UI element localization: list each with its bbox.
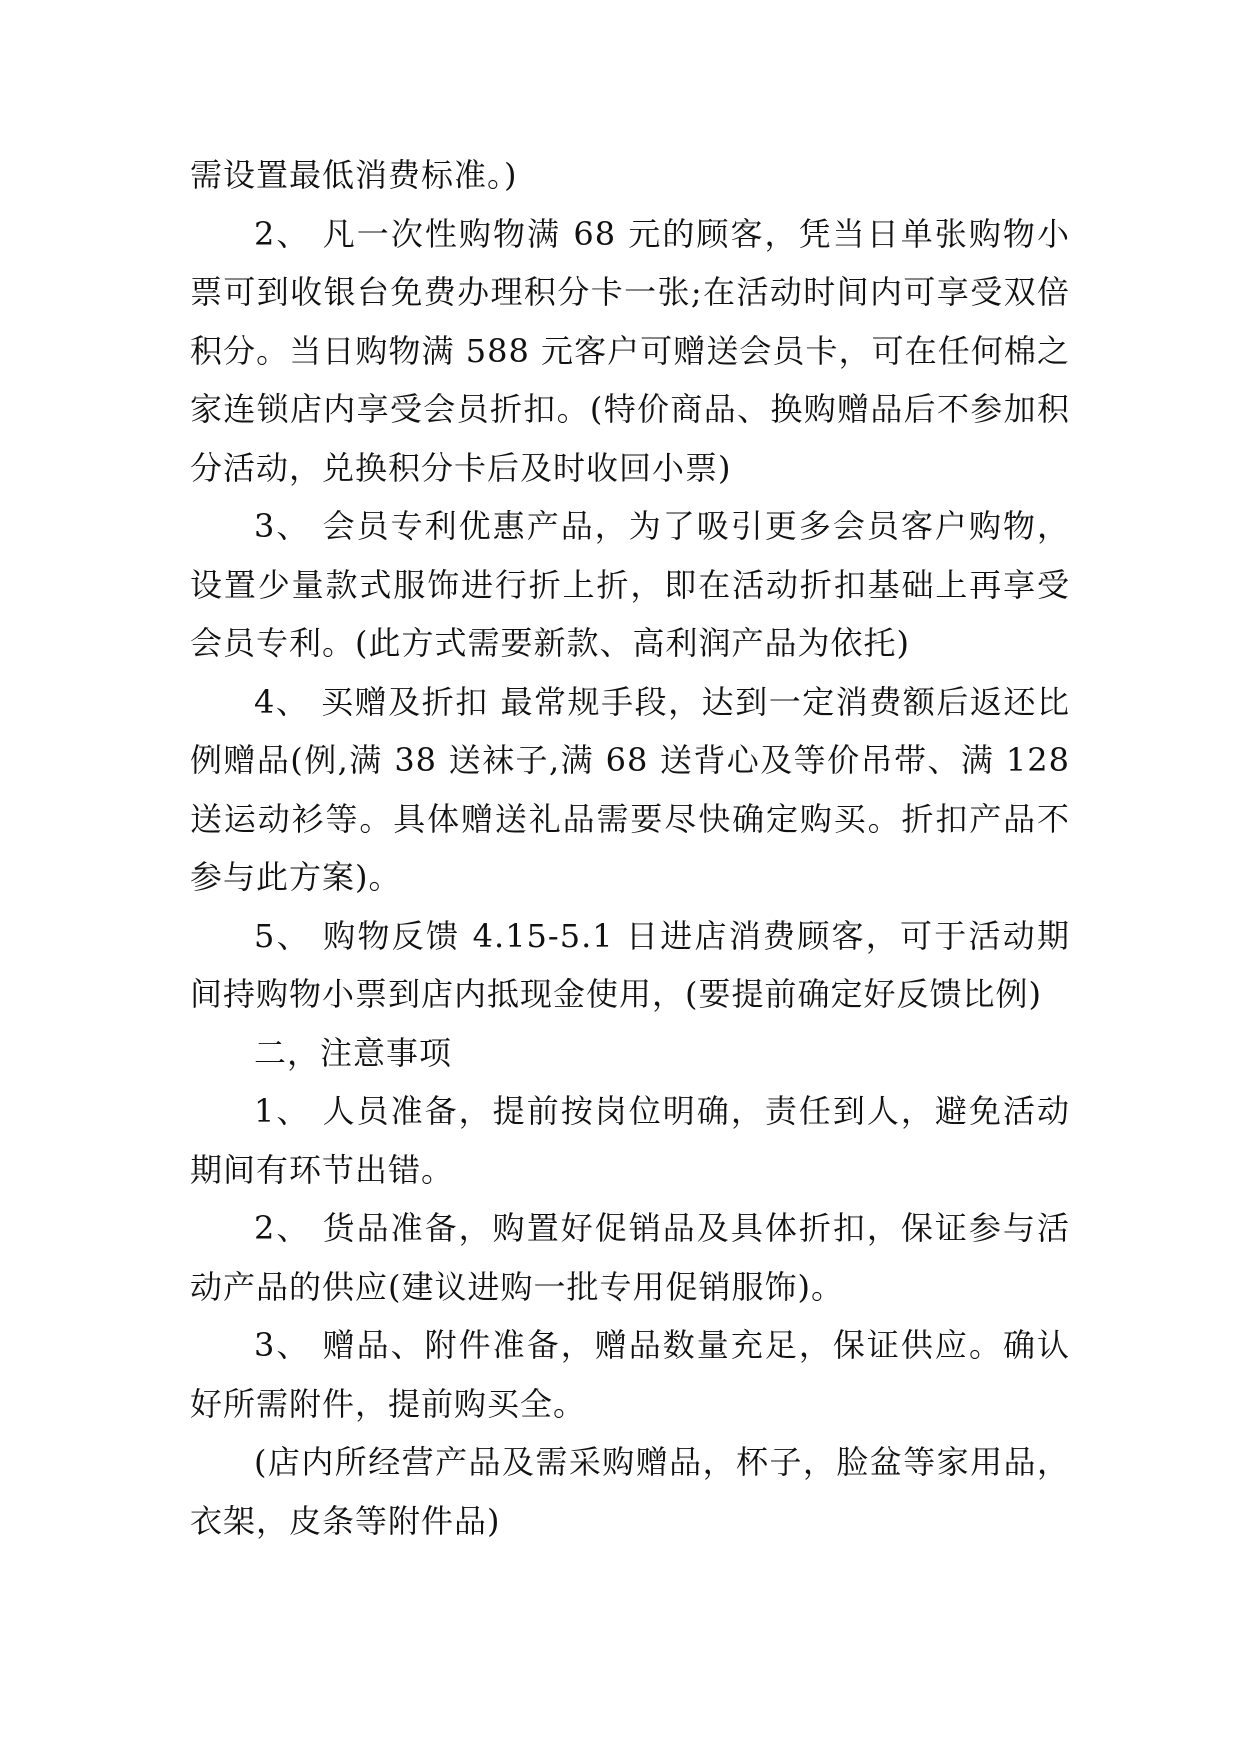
paragraph-note-2-goods: 2、 货品准备，购置好促销品及具体折扣，保证参与活动产品的供应(建议进购一批专用促销服饰)。 [190,1209,1070,1306]
document-body [190,146,1070,1550]
paragraph-item-4-gifts-discount: 4、 买赠及折扣 最常规手段，达到一定消费额后返还比例赠品(例,满 38 送袜子,满 68 送背心及等价吊带、满 128 送运动衫等。具体赠送礼品需要尽快确定购买。折扣产品不参与此方案)。 [190,682,1070,896]
paragraph-item-2-points-card: 2、 凡一次性购物满 68 元的顾客，凭当日单张购物小票可到收银台免费办理积分卡一张;在活动时间内可享受双倍积分。当日购物满 588 元客户可赠送会员卡，可在任何棉之家连锁店内享受会员折扣。(特价商品、换购赠品后不参加积分活动，兑换积分卡后及时收回小票) [190,214,1070,487]
paragraph-item-3-member-discount: 3、 会员专利优惠产品，为了吸引更多会员客户购物，设置少量款式服饰进行折上折，即在活动折扣基础上再享受会员专利。(此方式需要新款、高利润产品为依托) [190,507,1070,662]
paragraph-continuation: 需设置最低消费标准。) [190,156,518,194]
paragraph-note-3-gifts-accessories: 3、 赠品、附件准备，赠品数量充足，保证供应。确认好所需附件，提前购买全。 [190,1326,1070,1423]
paragraph-note-items-list: (店内所经营产品及需采购赠品，杯子，脸盆等家用品，衣架，皮条等附件品) [190,1443,1070,1540]
paragraph-item-5-purchase-feedback: 5、 购物反馈 4.15-5.1 日进店消费顾客，可于活动期间持购物小票到店内抵现金使用，(要提前确定好反馈比例) [190,916,1070,1013]
section-heading-notes: 二，注意事项 [254,1033,453,1072]
paragraph-note-1-staff: 1、 人员准备，提前按岗位明确，责任到人，避免活动期间有环节出错。 [190,1092,1070,1189]
